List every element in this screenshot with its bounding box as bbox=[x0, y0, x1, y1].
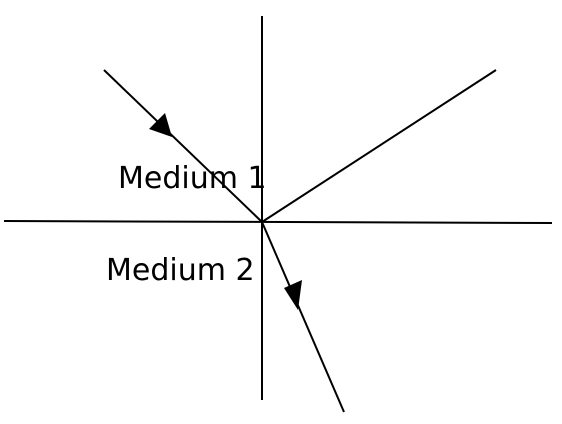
reflected-ray bbox=[262, 70, 496, 222]
medium-1-label: Medium 1 bbox=[118, 161, 267, 196]
arrowhead-down-icon bbox=[284, 280, 302, 310]
medium-2-label: Medium 2 bbox=[106, 253, 255, 288]
interface-line bbox=[4, 221, 552, 223]
refracted-ray bbox=[262, 222, 344, 412]
incident-ray bbox=[104, 70, 262, 222]
